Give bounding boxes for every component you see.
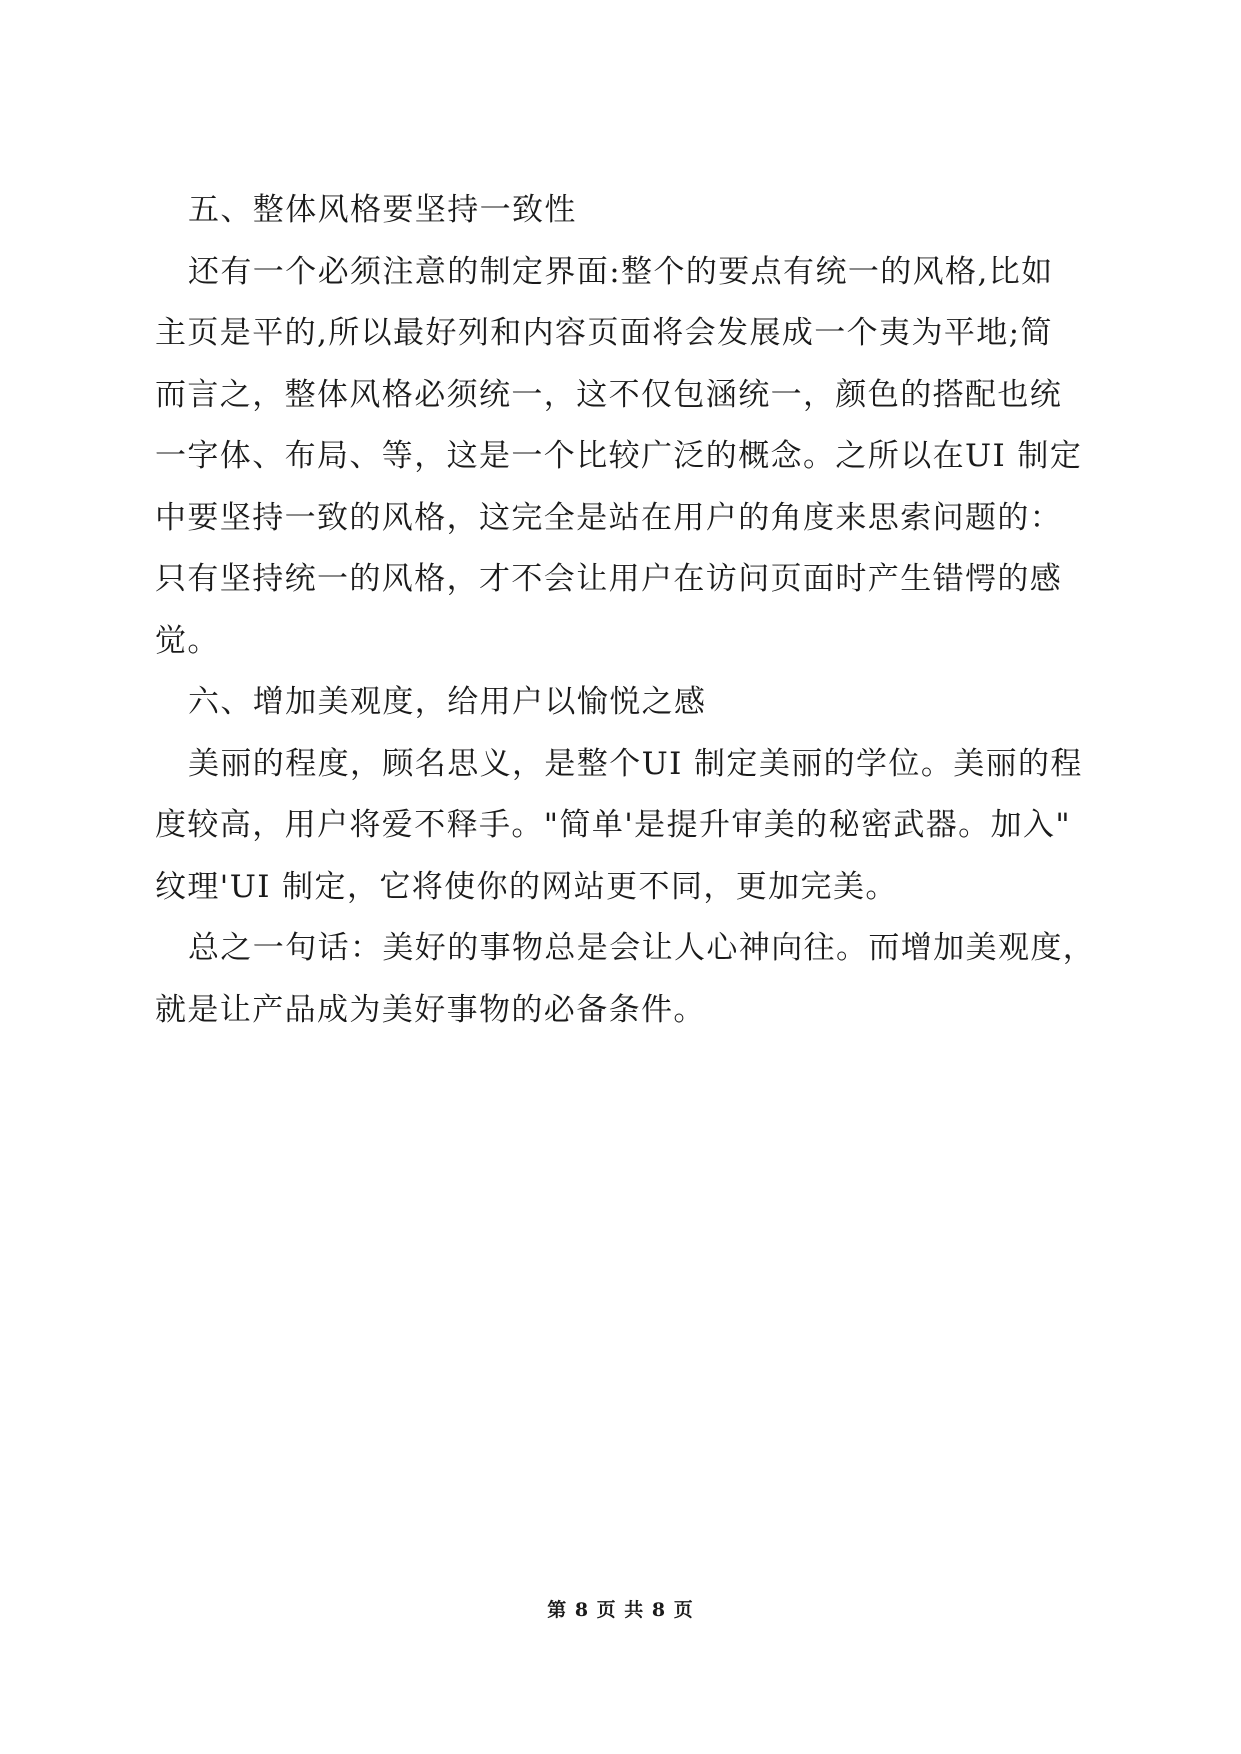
paragraph-line: 就是让产品成为美好事物的必备条件。 [155, 991, 706, 1028]
paragraph-line: 总之一句话：美好的事物总是会让人心神向往。而增加美观度， [188, 930, 1096, 966]
paragraph-line: 一字体、布局、等，这是一个比较广泛的概念。之所以在UI 制定 [155, 438, 1083, 474]
paragraph-line: 而言之，整体风格必须统一，这不仅包涵统一，颜色的搭配也统 [155, 376, 1063, 413]
paragraph-line: 纹理'UI 制定，它将使你的网站更不同，更加完美。 [155, 868, 898, 905]
paragraph-line: 度较高，用户将爱不释手。"简单'是提升审美的秘密武器。加入" [155, 807, 1072, 843]
section-heading: 六、增加美观度，给用户以愉悦之感 [188, 684, 707, 720]
paragraph-line: 美丽的程度，顾名思义，是整个UI 制定美丽的学位。美丽的程 [188, 745, 1083, 782]
paragraph-line: 还有一个必须注意的制定界面:整个的要点有统一的风格,比如 [188, 253, 1054, 290]
document-body [155, 180, 1096, 1041]
paragraph-line: 觉。 [155, 622, 220, 659]
paragraph-line: 中要坚持一致的风格，这完全是站在用户的角度来思索问题的： [155, 499, 1063, 536]
paragraph-line: 只有坚持统一的风格，才不会让用户在访问页面时产生错愕的感 [155, 561, 1063, 597]
section-heading: 五、整体风格要坚持一致性 [188, 192, 577, 228]
page-number-footer: 第 8 页 共 8 页 [547, 1599, 694, 1621]
paragraph-line: 主页是平的,所以最好列和内容页面将会发展成一个夷为平地;简 [155, 315, 1053, 351]
